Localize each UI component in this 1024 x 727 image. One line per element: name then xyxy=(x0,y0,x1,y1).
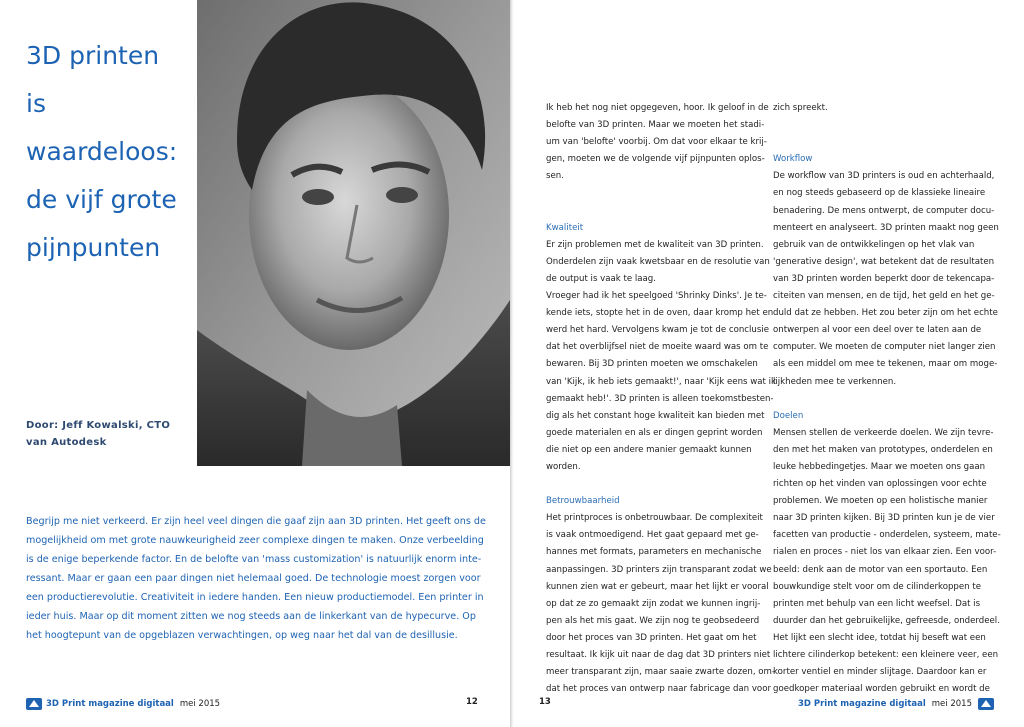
body-line: goedkoper materiaal worden gebruikt en wordt de xyxy=(773,684,990,695)
page-12 xyxy=(0,0,510,727)
body-line: worden. xyxy=(546,461,581,472)
magazine-name: 3D Print magazine digitaal xyxy=(46,699,174,709)
body-line: die niet op een andere manier gemaakt kunnen xyxy=(546,444,752,455)
page-13 xyxy=(514,0,1024,727)
author-byline xyxy=(26,417,196,451)
body-line: kunnen zien wat er gebeurt, maar het lijkt er vooral xyxy=(546,581,769,592)
body-line: belofte van 3D printen. Maar we moeten het stadi- xyxy=(546,120,765,131)
body-line: duld dat ze hebben. Het zou beter zijn om het echte xyxy=(773,308,998,319)
intro-line: ressant. Maar er gaan een paar dingen niet helemaal goed. De technologie moest zorgen voor xyxy=(26,573,481,584)
intro-line: het hoogtepunt van de opgeblazen verwachtingen, op weg naar het dal van de desillusie. xyxy=(26,630,458,641)
body-line: bouwkundige stelt voor om de cilinderkoppen te xyxy=(773,581,982,592)
body-line: den met het maken van prototypes, onderdelen en xyxy=(773,444,993,455)
body-line: meer transparant zijn, maar saaie zwarte dozen, om- xyxy=(546,667,776,678)
author-portrait-photo xyxy=(197,0,510,466)
body-line: gemaakt heb!'. 3D printen is alleen toekomstbesten- xyxy=(546,393,774,404)
body-line: lichtere cilinderkop betekent: een kleinere veer, een xyxy=(773,650,999,660)
body-line: Er zijn problemen met de kwaliteit van 3D printen. xyxy=(546,239,764,250)
body-line: als een middel om mee te tekenen, maar om moge- xyxy=(773,359,998,370)
body-line: gebruik van de ontwikkelingen op het vlak van xyxy=(773,239,975,250)
section-heading-betrouwbaarheid: Betrouwbaarheid xyxy=(546,496,620,507)
intro-line: een productierevolutie. Creativiteit in iedere handen. Een nieuw productiemodel. Een printer in xyxy=(26,592,484,603)
body-line: 'generative design', wat betekent dat de resultaten xyxy=(773,256,995,267)
body-line: computer. We moeten de computer niet langer zien xyxy=(773,342,996,353)
text-column-left xyxy=(546,100,778,698)
intro-line: ieder huis. Maar op dit moment zitten we nog steeds aan de linkerkant van de hypecurve. Op xyxy=(26,611,476,622)
body-line: lijkheden mee te verkennen. xyxy=(773,376,897,387)
body-line: van 3D printen worden beperkt door de tekencapa- xyxy=(773,273,995,284)
body-line: door het proces van 3D printen. Het gaat om het xyxy=(546,632,757,643)
intro-paragraph xyxy=(26,512,496,645)
body-line: Mensen stellen de verkeerde doelen. We zijn tevre- xyxy=(773,427,994,438)
body-line: hannes met formats, parameters en mechanische xyxy=(546,547,762,558)
body-line: dat het proces van ontwerp naar fabricage dan voor xyxy=(546,684,771,695)
intro-line: is de enige beperkende factor. En de belofte van 'mass customization' is natuurlijk enorm inte- xyxy=(26,554,482,565)
body-line: citeiten van mensen, en de tijd, het geld en het ge- xyxy=(773,291,995,302)
body-line: sen. xyxy=(546,171,564,182)
body-line: naar 3D printen kijken. Bij 3D printen kun je de vier xyxy=(773,513,995,524)
body-line: Onderdelen zijn vaak kwetsbaar en de resolutie van xyxy=(546,256,770,267)
magazine-logo-icon xyxy=(26,697,42,711)
byline-line: van Autodesk xyxy=(26,437,107,448)
body-line: benadering. De mens ontwerpt, de computer docu- xyxy=(773,205,995,216)
magazine-name: 3D Print magazine digitaal xyxy=(797,699,926,709)
body-line: korter ventiel en minder slijtage. Daardoor kan er xyxy=(773,667,987,678)
body-line: facetten van productie - onderdelen, systeem, mate- xyxy=(773,530,1001,541)
title-line: pijnpunten xyxy=(26,233,161,262)
issue-date: mei 2015 xyxy=(179,699,221,709)
body-line: is vaak ontmoedigend. Het gaat gepaard met ge- xyxy=(546,530,759,541)
title-line: waardeloos: xyxy=(26,137,178,166)
body-line: beeld: denk aan de motor van een sportauto. Een xyxy=(773,564,988,575)
body-line: aanpassingen. 3D printers zijn transparant zodat we xyxy=(546,564,772,575)
section-heading-doelen: Doelen xyxy=(773,410,804,421)
page-number: 13 xyxy=(539,697,551,707)
footer-left xyxy=(26,697,220,711)
body-line: De workflow van 3D printers is oud en achterhaald, xyxy=(773,171,995,182)
body-line: duurder dan het gebruikelijke, gefreesde, onderdeel. xyxy=(773,615,1000,626)
section-heading-kwaliteit: Kwaliteit xyxy=(546,222,584,233)
title-line: is xyxy=(26,89,46,118)
body-line: goede materialen en als er dingen geprint worden xyxy=(546,427,763,438)
intro-line: Begrijp me niet verkeerd. Er zijn heel veel dingen die gaaf zijn aan 3D printen. Het geeft ons de xyxy=(26,516,486,527)
body-line: ontwerpen al voor een deel over te laten aan de xyxy=(773,325,982,336)
body-line: dat het overblijfsel niet de moeite waard was om te xyxy=(546,342,769,353)
body-line: Vroeger had ik het speelgoed 'Shrinky Dinks'. Je te- xyxy=(546,291,767,302)
body-line: printen met behulp van een licht weefsel. Dat is xyxy=(773,598,981,609)
body-line: werd het hard. Vervolgens kwam je tot de conclusie xyxy=(546,325,770,336)
body-line: resultaat. Ik kijk uit naar de dag dat 3D printers niet xyxy=(546,650,771,660)
body-line: pen als het mis gaat. We zijn nog te geobsedeerd xyxy=(546,615,760,626)
body-line: rialen en proces - niet los van elkaar zien. Een voor- xyxy=(773,547,997,558)
title-line: 3D printen xyxy=(26,41,160,70)
text-column-right xyxy=(773,100,1013,698)
body-line: van 'Kijk, ik heb iets gemaakt!', naar 'Kijk eens wat ik xyxy=(546,376,776,387)
title-line: de vijf grote xyxy=(26,185,177,214)
body-line: zich spreekt. xyxy=(773,103,828,113)
footer-right xyxy=(794,697,994,711)
body-line: Het lijkt een slecht idee, totdat hij beseft wat een xyxy=(773,632,986,643)
body-line: op dat ze zo gemaakt zijn zodat we kunnen ingrij- xyxy=(546,598,761,609)
intro-line: mogelijkheid om met grote nauwkeurigheid zeer complexe dingen te maken. Onze verbeelding xyxy=(26,535,484,546)
body-line: Het printproces is onbetrouwbaar. De complexiteit xyxy=(546,513,763,524)
body-line: bewaren. Bij 3D printen moeten we omschakelen xyxy=(546,359,758,370)
body-line: Ik heb het nog niet opgegeven, hoor. Ik geloof in de xyxy=(546,103,769,113)
issue-date: mei 2015 xyxy=(931,699,972,709)
body-line: um van 'belofte' voorbij. Om dat voor elkaar te krij- xyxy=(546,137,767,148)
body-line: de output is vaak te laag. xyxy=(546,273,656,284)
magazine-logo-icon xyxy=(978,697,994,711)
body-line: richten op het vinden van oplossingen voor echte xyxy=(773,479,987,490)
body-line: dig als het constant hoge kwaliteit kan bieden met xyxy=(546,410,765,421)
body-line: problemen. We moeten op een holistische manier xyxy=(773,496,988,507)
byline-line: Door: Jeff Kowalski, CTO xyxy=(26,420,171,431)
body-line: gen, moeten we de volgende vijf pijnpunten oplos- xyxy=(546,154,765,165)
body-line: en nog steeds gebaseerd op de klassieke lineaire xyxy=(773,188,986,199)
page-number: 12 xyxy=(466,697,478,707)
body-line: menteert en analyseert. 3D printen maakt nog geen xyxy=(773,222,999,233)
body-line: kende iets, stopte het in de oven, daar kromp het en xyxy=(546,308,774,319)
article-title xyxy=(26,32,196,272)
body-line: leuke hebbedingetjes. Maar we moeten ons gaan xyxy=(773,461,986,472)
section-heading-workflow: Workflow xyxy=(773,154,813,165)
